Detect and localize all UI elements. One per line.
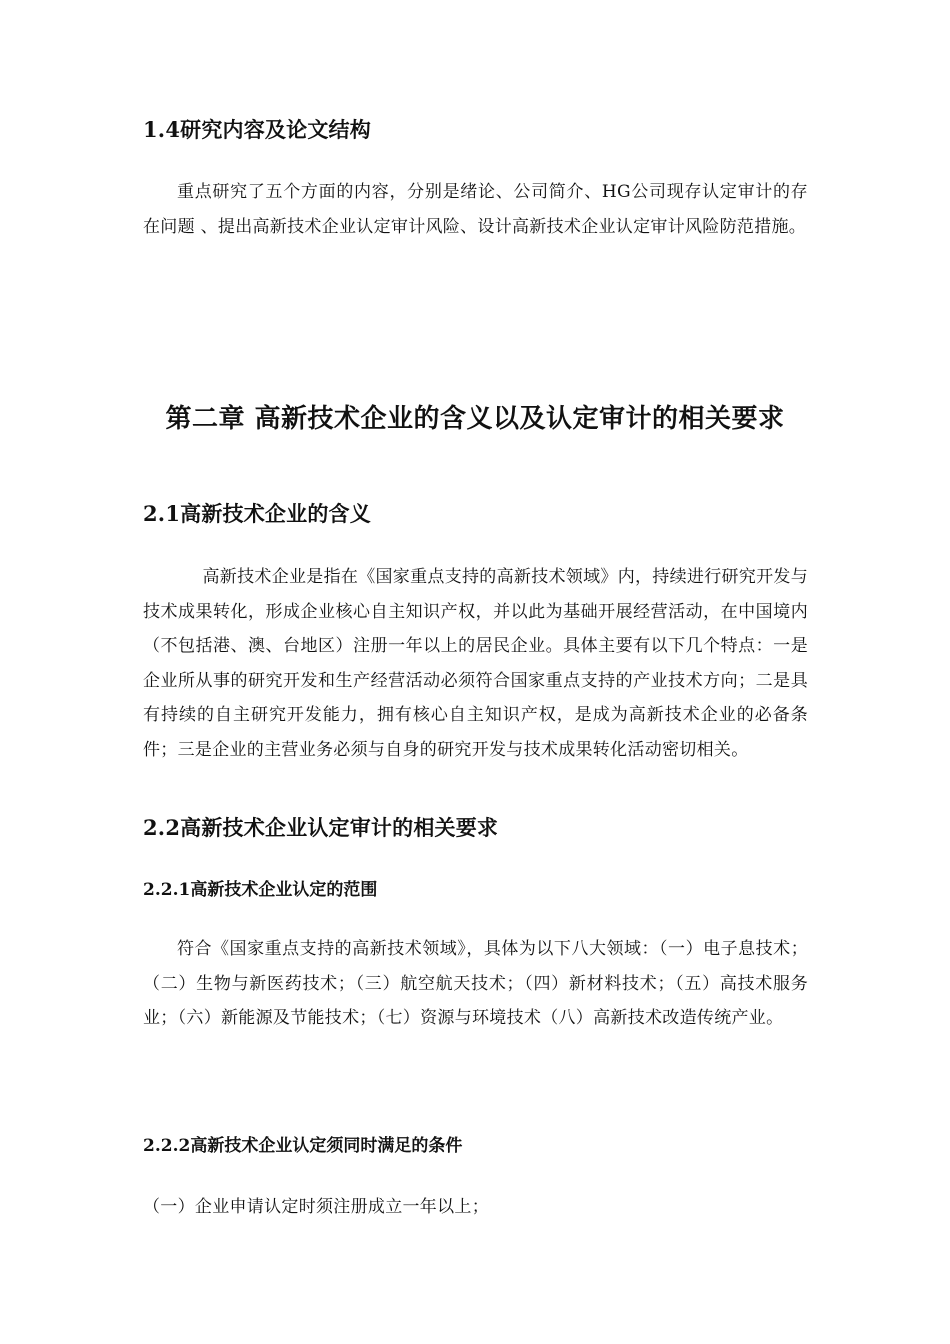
section-1-4-body	[143, 175, 808, 244]
section-2-1-body	[143, 560, 808, 767]
subsection-heading: 2.2.2高新技术企业认定须同时满足的条件	[143, 1136, 463, 1156]
list-item: （一）企业申请认定时须注册成立一年以上；	[143, 1197, 489, 1217]
paragraph: 重点研究了五个方面的内容，分别是绪论、公司简介、HG公司现存认定审计的存在问题 、提出高新技术企业认定审计风险、设计高新技术企业认定审计风险防范措施。	[143, 182, 808, 237]
section-2-2	[143, 814, 808, 842]
section-heading: 2.1高新技术企业的含义	[143, 501, 371, 526]
section-heading: 1.4研究内容及论文结构	[143, 117, 371, 142]
paragraph: 符合《国家重点支持的高新技术领域》，具体为以下八大领域：（一）电子息技术；（二）生物与新医药技术；（三）航空航天技术；（四）新材料技术；（五）高技术服务业；（六）新能源及节能技术；（七）资源与环境技术（八）高新技术改造传统产业。	[143, 939, 808, 1028]
section-1-4	[143, 116, 808, 144]
subsection-heading: 2.2.1高新技术企业认定的范围	[143, 880, 378, 900]
section-2-2-1	[143, 878, 808, 902]
section-2-2-2-body	[143, 1190, 808, 1225]
section-heading: 2.2高新技术企业认定审计的相关要求	[143, 815, 499, 840]
paragraph: 高新技术企业是指在《国家重点支持的高新技术领域》内，持续进行研究开发与技术成果转化，形成企业核心自主知识产权，并以此为基础开展经营活动，在中国境内（不包括港、澳、台地区）注册一年以上的居民企业。具体主要有以下几个特点：一是企业所从事的研究开发和生产经营活动必须符合国家重点支持的产业技术方向；二是具有持续的自主研究开发能力，拥有核心自主知识产权，是成为高新技术企业的必备条件；三是企业的主营业务必须与自身的研究开发与技术成果转化活动密切相关。	[143, 567, 808, 760]
chapter-title: 第二章 高新技术企业的含义以及认定审计的相关要求	[165, 404, 785, 434]
section-2-2-2	[143, 1134, 808, 1158]
section-2-2-1-body	[143, 932, 808, 1036]
section-2-1	[143, 500, 808, 528]
